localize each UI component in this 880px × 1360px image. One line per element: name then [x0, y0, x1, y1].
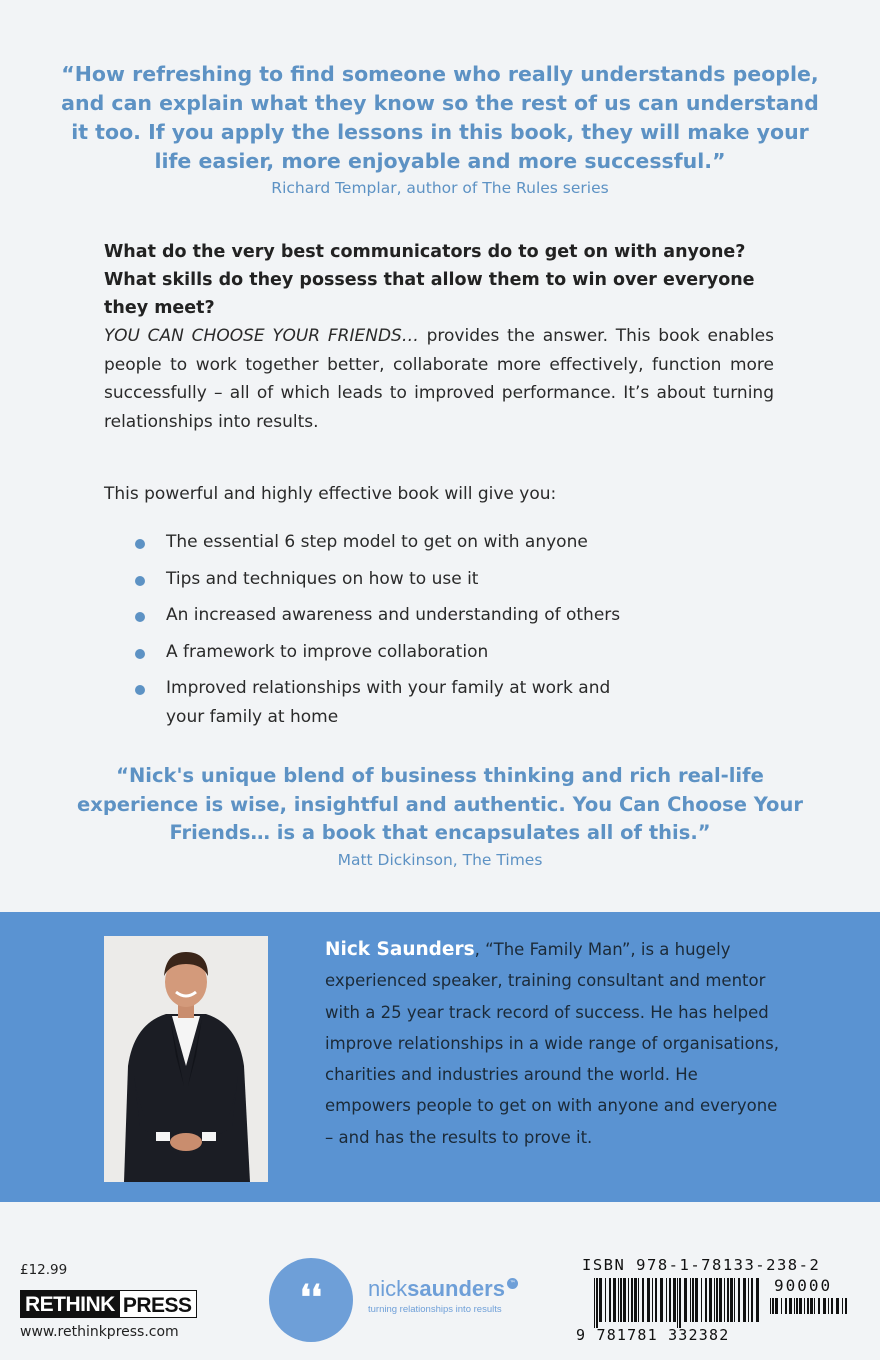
- quote-bottom-text: “Nick's unique blend of business thinking and rich real-life experience is wise, insightful and authentic. You Can Choose Your Friends… is a book that encapsulates all of this.”: [77, 764, 803, 844]
- list-item-text: Improved relationships with your family at work and your family at home: [166, 678, 611, 727]
- brand-name-part1: nick: [368, 1276, 408, 1301]
- intro-book-title: YOU CAN CHOOSE YOUR FRIENDS…: [104, 326, 419, 346]
- benefits-lead: This powerful and highly effective book will give you:: [104, 484, 557, 504]
- bullet-icon: [135, 576, 145, 586]
- quote-top-attribution: Richard Templar, author of The Rules series: [271, 179, 609, 197]
- barcode-bars-addon-icon: [770, 1298, 850, 1320]
- publisher-logo-part2: PRESS: [120, 1290, 197, 1318]
- publisher-logo-part1: RETHINK: [20, 1290, 120, 1318]
- list-item-text: The essential 6 step model to get on with anyone: [166, 532, 588, 552]
- isbn-label: ISBN 978-1-78133-238-2: [582, 1256, 821, 1274]
- list-item: [135, 528, 735, 557]
- author-bio-text: , “The Family Man”, is a hugely experienced speaker, training consultant and mentor with a 25 year track record of success. He has helped improve relationships in a wide range of organisations, charities and industries around the world. He empowers people to get on with anyone and everyone – and has the results to prove it.: [325, 940, 779, 1147]
- price: £12.99: [20, 1262, 68, 1278]
- publisher-logo: [20, 1290, 197, 1318]
- brand-logo: [368, 1276, 518, 1315]
- barcode-number: 9 781781 332382: [576, 1326, 730, 1344]
- list-item-text: Tips and techniques on how to use it: [166, 568, 479, 589]
- author-name: Nick Saunders: [325, 939, 475, 960]
- brand-trademark-icon: ™: [507, 1278, 518, 1289]
- benefits-list: [135, 528, 735, 739]
- list-item: [135, 565, 735, 594]
- list-item: [135, 638, 735, 667]
- publisher-url: www.rethinkpress.com: [20, 1324, 179, 1340]
- author-photo: [104, 936, 268, 1182]
- list-item-text: An increased awareness and understanding of others: [166, 605, 621, 625]
- bullet-icon: [135, 612, 145, 622]
- brand-name-part2: saunders: [407, 1276, 505, 1301]
- quote-bottom-attribution: Matt Dickinson, The Times: [337, 850, 543, 869]
- list-item: [135, 601, 735, 630]
- author-portrait-image: [104, 936, 268, 1182]
- bullet-icon: [135, 685, 145, 695]
- intro-text: provides the answer. This book enables people to work together better, collaborate more effectively, function more successfully – all of which leads to improved performance. It’s about turning relationships into results.: [104, 326, 774, 432]
- bullet-icon: [135, 539, 145, 549]
- barcode-addon-number: 90000: [774, 1276, 833, 1295]
- author-band: [0, 912, 880, 1202]
- quote-mark-logo-icon: [269, 1258, 353, 1342]
- barcode: [574, 1252, 858, 1348]
- bullet-icon: [135, 649, 145, 659]
- list-item: [135, 674, 735, 731]
- intro-paragraph: [104, 322, 774, 436]
- author-bio: [325, 934, 785, 1153]
- question-paragraph: What do the very best communicators do to get on with anyone? What skills do they possess that allow them to win over everyone they meet?: [104, 242, 755, 318]
- barcode-bars-main-icon: [594, 1278, 764, 1328]
- quote-top-text: “How refreshing to find someone who really understands people, and can explain what they know so the rest of us can understand it too. If you apply the lessons in this book, they will make your life easier, more enjoyable and more successful.”: [61, 62, 819, 173]
- brand-tagline: turning relationships into results: [368, 1304, 502, 1315]
- quote-mark-glyph: ❛❛: [300, 1278, 322, 1318]
- list-item-text: A framework to improve collaboration: [166, 641, 489, 662]
- quote-bottom: [70, 762, 810, 872]
- quote-top: [60, 60, 820, 200]
